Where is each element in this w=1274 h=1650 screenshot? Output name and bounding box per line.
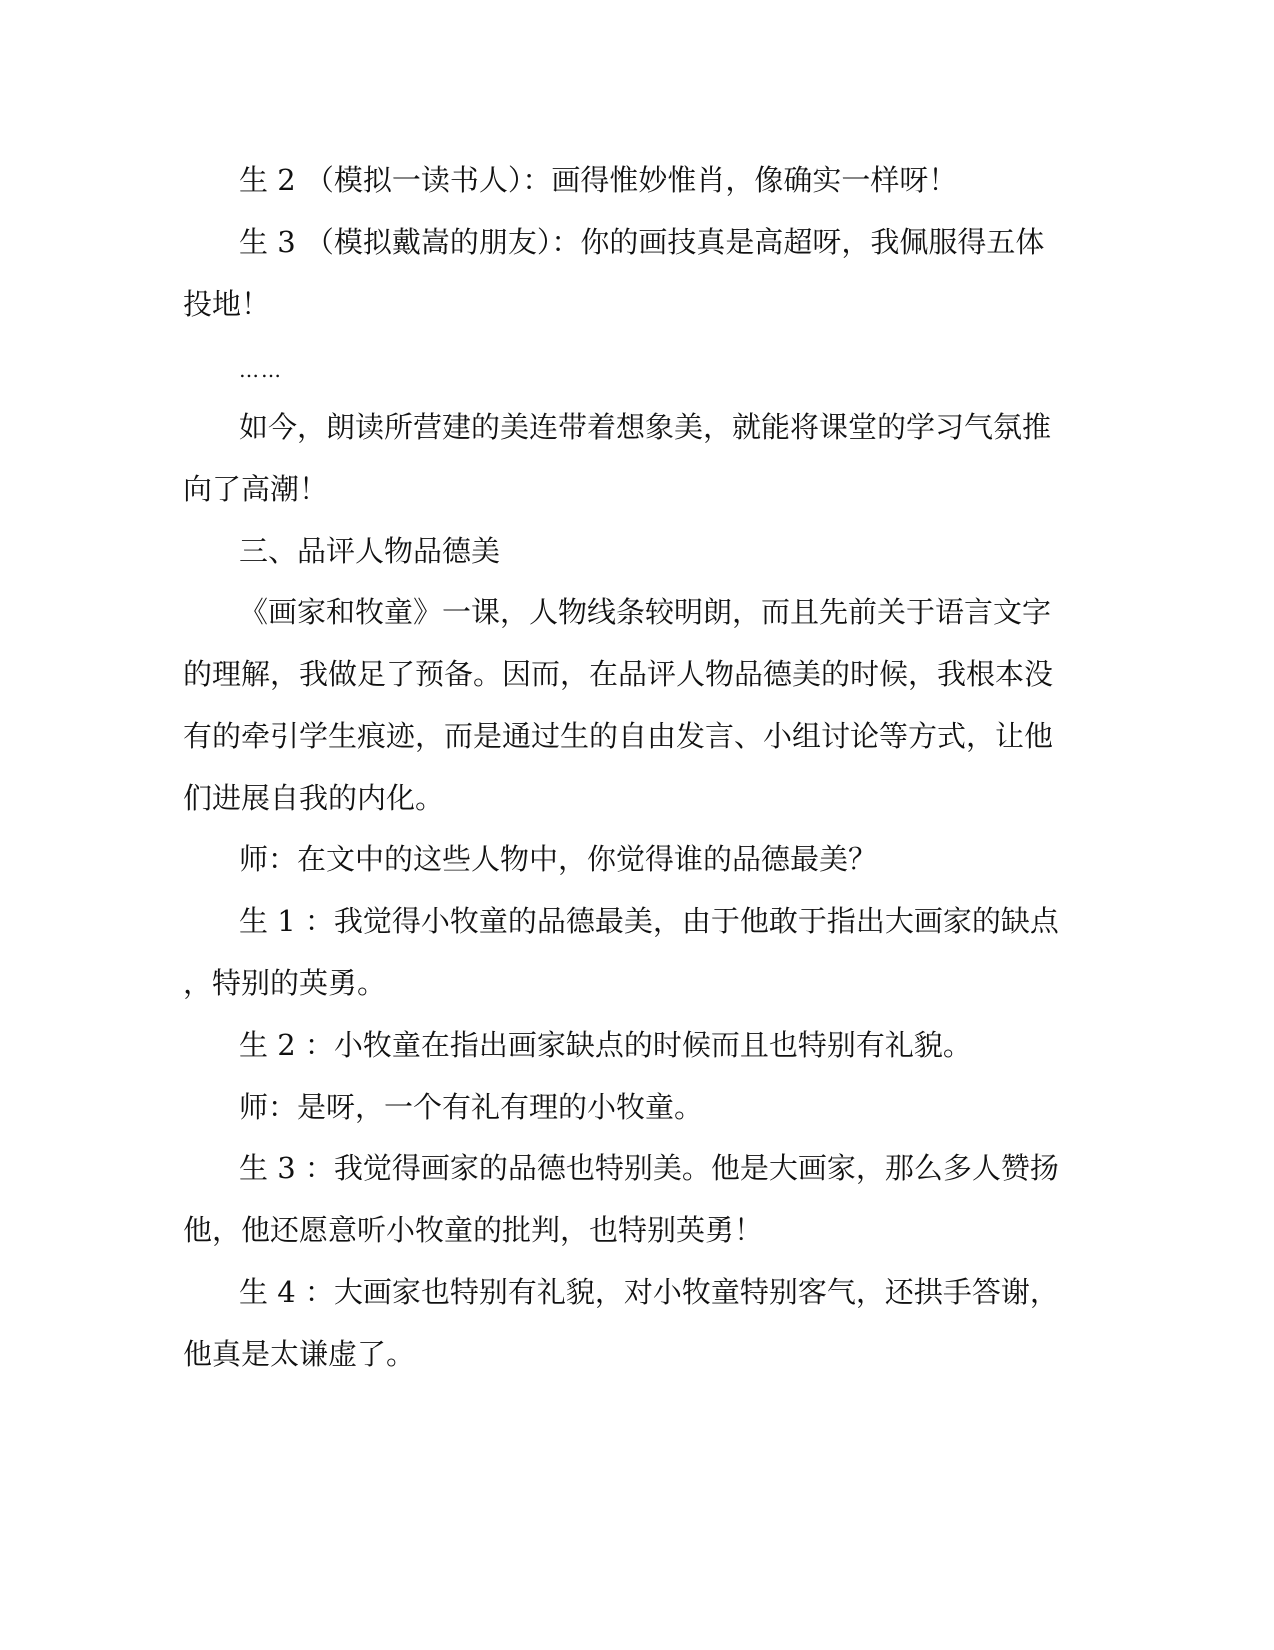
text-line: 生 2 （模拟一读书人）：画得惟妙惟肖，像确实一样呀！ bbox=[239, 163, 958, 197]
text-line: 投地！ bbox=[183, 287, 271, 321]
text-line: 有的牵引学生痕迹，而是通过生的自由发言、小组讨论等方式，让他 bbox=[183, 719, 1054, 753]
text-line: 们进展自我的内化。 bbox=[183, 781, 445, 815]
text-line: ，特别的英勇。 bbox=[183, 966, 387, 1000]
text-line: 师：在文中的这些人物中，你觉得谁的品德最美？ bbox=[239, 842, 878, 876]
text-line: 师：是呀，一个有礼有理的小牧童。 bbox=[239, 1090, 704, 1124]
text-line: 生 3 ：我觉得画家的品德也特别美。他是大画家，那么多人赞扬 bbox=[239, 1151, 1059, 1185]
text-line: 生 2 ：小牧童在指出画家缺点的时候而且也特别有礼貌。 bbox=[239, 1028, 972, 1062]
text-line: 生 3 （模拟戴嵩的朋友）：你的画技真是高超呀，我佩服得五体 bbox=[239, 225, 1045, 259]
text-line: 生 1 ：我觉得小牧童的品德最美，由于他敢于指出大画家的缺点 bbox=[239, 904, 1059, 938]
text-line: 向了高潮！ bbox=[183, 472, 329, 506]
text-line: 他真是太谦虚了。 bbox=[183, 1337, 416, 1371]
text-line: 如今，朗读所营建的美连带着想象美，就能将课堂的学习气氛推 bbox=[239, 410, 1052, 444]
section-heading: 三、品评人物品德美 bbox=[239, 534, 501, 568]
text-line: 他，他还愿意听小牧童的批判，也特别英勇！ bbox=[183, 1213, 764, 1247]
text-line: 生 4 ：大画家也特别有礼貌，对小牧童特别客气，还拱手答谢， bbox=[239, 1275, 1059, 1309]
text-line: 的理解，我做足了预备。因而，在品评人物品德美的时候，我根本没 bbox=[183, 657, 1054, 691]
ellipsis-line: …… bbox=[239, 358, 283, 382]
text-line: 《画家和牧童》一课，人物线条较明朗，而且先前关于语言文字 bbox=[239, 595, 1052, 629]
